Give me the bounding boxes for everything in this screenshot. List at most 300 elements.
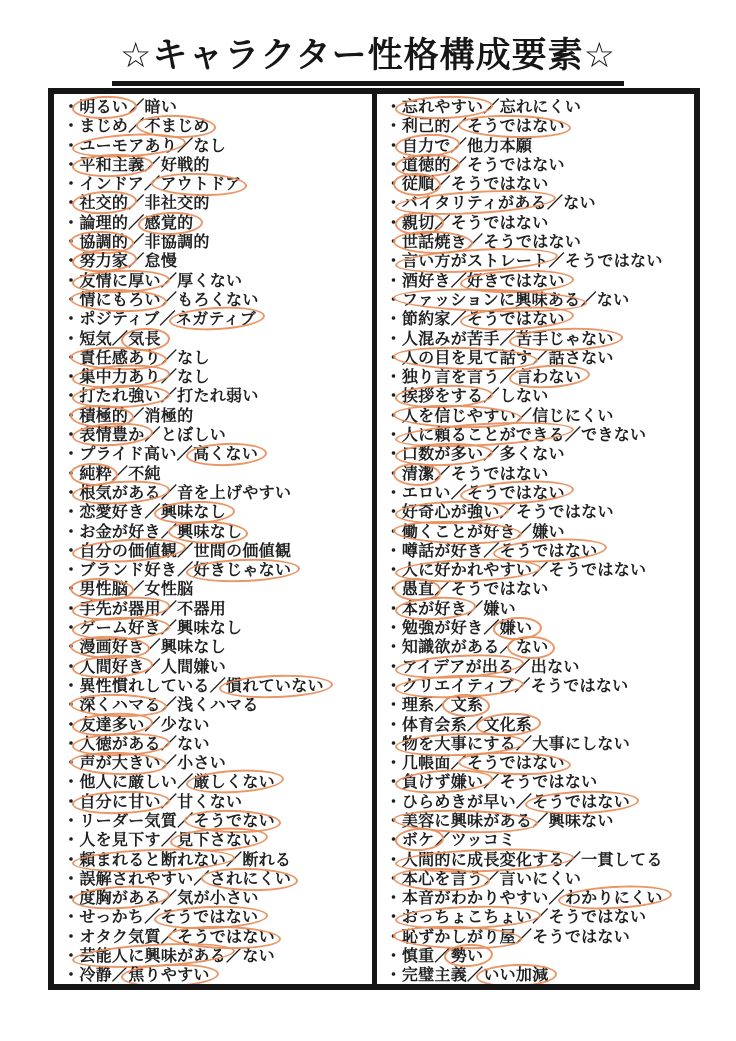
trait-left: 節約家 [401,311,451,329]
separator: ／ [160,349,178,367]
list-item [63,831,370,850]
separator: ／ [128,407,145,425]
list-item [63,156,370,175]
trait-right-circled: 言わない [515,369,582,387]
separator: ／ [111,465,129,483]
trait-left: 人を見下す [79,832,161,850]
bullet: ・ [385,716,402,734]
separator: ／ [467,600,484,618]
column-right [372,94,695,984]
list-item [386,407,693,426]
separator: ／ [177,542,194,560]
trait-right: 怠慢 [144,253,178,271]
bullet: ・ [385,948,402,966]
trait-right-circled: そうではない [467,755,565,773]
separator: ／ [177,812,194,830]
trait-left-circled: 自分の価値観 [79,542,178,560]
bullet: ・ [63,427,80,445]
list-item [63,619,370,638]
separator: ／ [160,484,178,502]
list-item [386,523,693,542]
list-item [63,137,370,156]
trait-right: 一貫してる [581,851,663,869]
trait-right: そうではない [450,465,549,483]
list-item [63,542,370,561]
trait-left-circled: 自力で [401,137,451,155]
trait-left-circled: 本心を言う [401,870,484,888]
trait-right: そうではない [467,156,565,174]
column-left [54,94,372,984]
trait-left: 人混みが苦手 [401,330,500,348]
separator: ／ [434,581,451,599]
separator: ／ [160,523,178,541]
list-item [63,851,370,870]
bullet: ・ [385,735,402,753]
bullet: ・ [63,870,80,888]
separator: ／ [450,272,468,290]
separator: ／ [515,793,533,811]
trait-left-circled: ファッションに興味ある [401,291,581,309]
trait-right: とぼしい [160,427,227,445]
separator: ／ [160,291,178,309]
list-item [63,117,370,136]
trait-right-circled: そうではない [177,928,275,946]
trait-left-circled: 積極的 [79,407,129,425]
trait-right: 厚くない [177,272,243,290]
bullet: ・ [385,523,402,541]
bullet: ・ [63,697,80,715]
list-item [386,580,693,599]
trait-left: オタク気質 [79,928,161,946]
list-item [63,677,370,696]
separator: ／ [144,658,161,676]
trait-right-circled: 慣れていない [226,677,324,695]
trait-left-circled: 清潔 [401,465,435,483]
trait-right: そうではない [564,253,663,271]
trait-right-circled: 勢い [450,948,484,966]
list-item [386,252,693,271]
separator: ／ [514,658,531,676]
separator: ／ [532,812,549,830]
trait-left-circled: 自分に甘い [79,793,161,811]
trait-right-circled: アウトドア [160,176,242,194]
bullet: ・ [63,909,80,927]
trait-left: 几帳面 [401,755,451,773]
trait-right: なし [177,369,210,387]
trait-right: そうではない [499,774,598,792]
bullet: ・ [385,755,402,773]
list-item [386,928,693,947]
list-item [386,716,693,735]
list-item [63,947,370,966]
trait-left-circled: 明るい [79,99,129,116]
bullet: ・ [385,311,402,329]
bullet: ・ [385,407,402,425]
trait-left: 本音がわかりやすい [401,890,549,908]
list-item [386,387,693,406]
list-item [386,291,693,310]
separator: ／ [177,562,194,580]
separator: ／ [450,118,468,136]
bullet: ・ [385,581,402,599]
separator: ／ [160,793,178,811]
list-item [63,426,370,445]
trait-left: 利己的 [401,118,451,136]
list-item [63,754,370,773]
separator: ／ [450,311,468,329]
bullet: ・ [385,774,402,792]
trait-right: 好戦的 [160,156,210,174]
list-item [386,310,693,329]
trait-right: ない [563,195,596,213]
separator: ／ [209,677,227,695]
bullet: ・ [63,291,80,309]
trait-left-circled: 物を大事にする [401,735,516,753]
list-item [386,330,693,349]
trait-right: 世間の価値観 [193,542,292,560]
separator: ／ [144,176,161,194]
bullet: ・ [63,928,80,946]
list-item [63,272,370,291]
page-title: ☆キャラクター性格構成要素☆ [112,28,624,86]
list-item [63,793,370,812]
bullet: ・ [385,620,402,638]
trait-right: そうではない [450,176,549,194]
trait-left-circled: 恥ずかしがり屋 [401,928,516,946]
bullet: ・ [63,99,80,116]
separator: ／ [515,407,533,425]
trait-left: 恋愛好き [79,504,145,522]
trait-right: しない [499,388,549,406]
bullet: ・ [63,156,80,174]
trait-right: そうではない [515,504,614,522]
bullet: ・ [385,967,402,984]
bullet: ・ [385,427,402,445]
bullet: ・ [385,504,402,522]
list-item [63,600,370,619]
trait-left-circled: 人の目を見て話す [401,349,533,367]
bullet: ・ [63,311,80,329]
trait-left-circled: 人間的に成長変化する [401,851,565,869]
bullet: ・ [63,349,80,367]
trait-left: 誤解されやすい [79,870,194,888]
trait-left-circled: 度胸がある [79,890,161,908]
trait-left: 短気 [79,330,112,348]
trait-right-circled: いい加減 [483,967,549,984]
list-item [63,735,370,754]
separator: ／ [226,948,243,966]
separator: ／ [515,523,533,541]
bullet: ・ [385,465,402,483]
bullet: ・ [385,928,402,946]
separator: ／ [532,562,549,580]
trait-right: なし [193,137,227,155]
trait-right-circled: そうではない [499,542,598,560]
trait-right: 嫌い [483,600,516,618]
separator: ／ [128,195,145,213]
separator: ／ [580,291,597,309]
bullet: ・ [385,176,402,194]
trait-right: そうではない [548,562,647,580]
separator: ／ [160,890,178,908]
trait-right: そうではない [450,581,549,599]
list-item [386,98,693,117]
separator: ／ [564,427,582,445]
trait-right-circled: ネガティブ [175,311,257,329]
separator: ／ [434,465,451,483]
separator: ／ [434,176,451,194]
list-item [63,966,370,984]
trait-left-circled: ボケ [401,832,435,850]
separator: ／ [483,870,500,888]
list-item [63,812,370,831]
bullet: ・ [385,484,402,502]
trait-left: ポジティブ [79,311,160,329]
trait-right-circled: わかりにくい [564,890,663,908]
bullet: ・ [385,851,402,869]
trait-left: ひらめきが早い [401,793,516,811]
trait-left-circled: 頼まれると断れない [79,851,227,869]
trait-left-circled: 友情に厚い [79,272,161,290]
list-item [63,368,370,387]
trait-right: そうではない [532,928,631,946]
trait-left: 冷静 [79,967,112,984]
trait-right: 女性脳 [144,581,194,599]
list-item [386,503,693,522]
bullet: ・ [385,812,402,830]
trait-right-circled: 文化系 [483,716,533,734]
list-item [386,773,693,792]
bullet: ・ [63,542,80,560]
trait-right: そうではない [450,214,549,232]
list-item [386,484,693,503]
list-item [63,465,370,484]
list-item [63,407,370,426]
bullet: ・ [385,234,402,252]
list-item [63,908,370,927]
bullet: ・ [385,156,402,174]
trait-right-circled: そうでない [193,812,275,830]
trait-left-circled: 芸能人に興味がある [79,948,227,966]
trait-left-circled: 情にもろい [79,291,161,309]
list-item [386,793,693,812]
trait-right-circled: 苦手じゃない [515,330,614,348]
bullet: ・ [385,832,402,850]
trait-right-circled: 感覚的 [144,214,194,232]
trait-right: 小さい [177,755,227,773]
trait-right-circled: そうではない [160,909,259,927]
separator: ／ [450,156,468,174]
list-item [386,831,693,850]
trait-left-circled: 道徳的 [401,156,451,174]
separator: ／ [450,484,468,502]
separator: ／ [144,156,161,174]
list-item [63,523,370,542]
trait-right-circled: そうではない [467,118,565,136]
trait-left-circled: 人を信じやすい [401,407,516,425]
list-item [386,426,693,445]
list-item [63,638,370,657]
bullet: ・ [385,600,402,618]
bullet: ・ [385,562,402,580]
bullet: ・ [385,909,402,927]
trait-right: 言いにくい [499,870,582,888]
trait-right-circled: そうではない [467,311,565,329]
list-item [63,716,370,735]
separator: ／ [548,253,565,271]
separator: ／ [193,870,210,888]
trait-right-circled: そうではない [532,793,631,811]
trait-left-circled: 純粋 [79,465,112,483]
trait-left-circled: 負けず嫌い [401,774,484,792]
trait-left-circled: 集中力あり [79,369,161,387]
list-item [63,310,370,329]
list-item [63,291,370,310]
separator: ／ [515,735,533,753]
trait-left: リーダー気質 [79,812,178,830]
separator: ／ [434,948,451,966]
trait-left-circled: 協調的 [79,234,129,252]
trait-left-circled: 美容に興味がある [401,812,533,830]
list-item [386,696,693,715]
list-item [63,561,370,580]
trait-left-circled: 愚直 [401,581,435,599]
separator: ／ [159,311,176,329]
separator: ／ [467,234,484,252]
trait-left: 知識欲がある [401,639,500,657]
trait-right-circled: 不まじめ [144,118,210,136]
trait-right: 他力本願 [467,137,533,155]
trait-left: インドア [79,176,145,194]
bullet: ・ [385,291,402,309]
separator: ／ [483,620,500,638]
list-item [386,117,693,136]
bullet: ・ [385,446,402,464]
list-item [386,870,693,889]
bullet: ・ [63,137,80,155]
separator: ／ [144,504,161,522]
bullet: ・ [63,774,80,792]
separator: ／ [160,735,178,753]
trait-right-circled: そうではない [467,484,565,502]
trait-right-circled: 高くない [192,446,259,464]
trait-left: お金が好き [79,523,161,541]
trait-right-circled: 厳しくない [193,774,275,792]
separator: ／ [450,755,468,773]
trait-left-circled: 言い方がストレート [401,253,549,271]
trait-left-circled: 挨拶をする [401,388,484,406]
trait-right: ない [596,291,630,309]
trait-right-circled: 興味なし [177,523,243,541]
list-item [386,137,693,156]
trait-left-circled: 忘れやすい [401,99,484,116]
list-item [63,233,370,252]
bullet: ・ [385,253,402,271]
trait-right: なし [177,349,210,367]
trait-left-circled: アイデアが出る [401,658,515,676]
bullet: ・ [385,272,402,290]
trait-right: 非協調的 [144,234,210,252]
trait-left-circled: 親切 [401,214,435,232]
list-item [386,735,693,754]
trait-left: 酒好き [401,272,451,290]
list-item [386,156,693,175]
list-item [63,870,370,889]
list-item [63,194,370,213]
trait-left-circled: 働くことが好き [401,523,516,541]
separator: ／ [532,909,549,927]
bullet: ・ [63,948,80,966]
trait-left-circled: クリエイティブ [401,677,515,695]
bullet: ・ [385,118,402,136]
trait-right-circled: 興味なし [160,504,227,522]
list-item [63,580,370,599]
list-item [63,773,370,792]
separator: ／ [144,909,161,927]
separator: ／ [483,774,500,792]
trait-left: 独り言を言う [401,369,500,387]
trait-left-circled: 漫画好き [79,639,145,657]
trait-right: 人間嫌い [160,658,227,676]
list-item [63,214,370,233]
list-item [386,175,693,194]
separator: ／ [434,832,451,850]
list-item [386,947,693,966]
bullet: ・ [63,967,80,984]
separator: ／ [548,890,565,908]
trait-left: 理系 [401,697,435,715]
bullet: ・ [385,697,402,715]
trait-right-circled: 好きじゃない [193,562,292,580]
trait-right: 出ない [530,658,580,676]
list-item [386,600,693,619]
separator: ／ [160,928,178,946]
bullet: ・ [63,330,80,348]
bullet: ・ [385,369,402,387]
trait-left: 異性慣れしている [79,677,210,695]
bullet: ・ [385,195,402,213]
trait-right: ツッコミ [450,832,516,850]
trait-right: 甘くない [177,793,243,811]
page-header [0,28,736,86]
trait-left-circled: 努力家 [79,253,129,271]
list-item [386,638,693,657]
trait-right: 興味なし [160,639,227,657]
separator: ／ [144,716,161,734]
trait-left-circled: 世話焼き [401,234,468,252]
separator: ／ [467,967,484,984]
list-item [63,658,370,677]
list-item [386,908,693,927]
trait-right-circled: ない [515,639,549,657]
list-item [63,330,370,349]
separator: ／ [111,967,129,984]
trait-left-circled: 従順 [401,176,435,194]
separator: ／ [128,214,145,232]
separator: ／ [160,697,178,715]
trait-right: 打たれ弱い [177,388,259,406]
list-item [63,387,370,406]
list-item [63,445,370,464]
list-item [386,619,693,638]
list-item [63,696,370,715]
separator: ／ [128,581,145,599]
trait-right: 暗い [144,99,178,116]
list-item [63,175,370,194]
bullet: ・ [63,446,80,464]
bullet: ・ [63,716,80,734]
separator: ／ [177,774,194,792]
